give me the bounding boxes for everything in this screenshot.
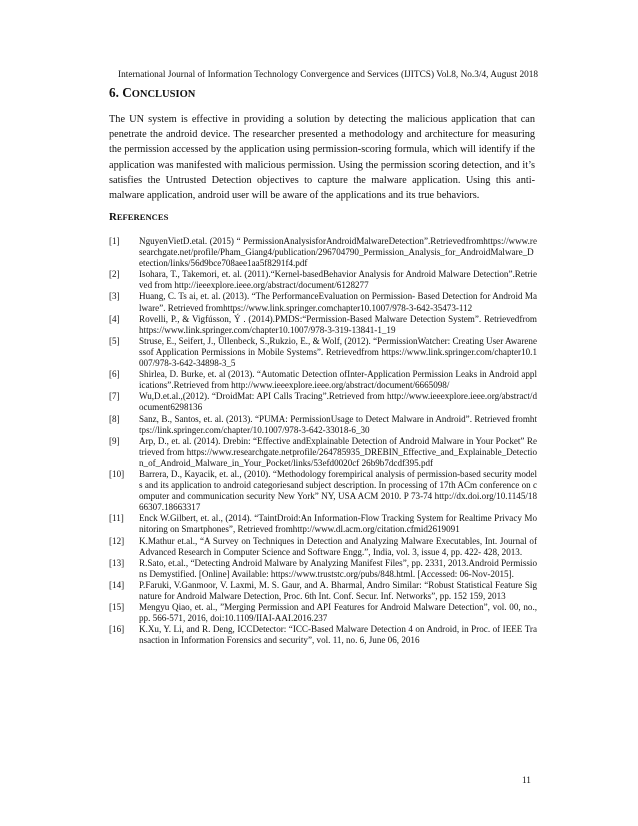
reference-item [109,602,537,624]
reference-number: [10] [109,468,125,479]
reference-item [109,236,537,269]
reference-number: [4] [109,313,120,324]
reference-item [109,436,537,469]
reference-text: Isohara, T., Takemori, et. al. (2011).“Kernel-basedBehavior Analysis for Android Malware Detection”.Retrieved from http://ieeexplore.ieee.org/abstract/document/6128277 [139,269,537,291]
reference-text: Struse, E., Seifert, J., Üllenbeck, S.,Rukzio, E., & Wolf, (2012). “PermissionWatcher: Creating User Awarenessof Application Permissions in Mobile Systems”. Retrievedfrom https://www.link.springer.com/chapter10.1007/978-3-642-34898-3_5 [139,335,537,369]
reference-item [109,391,537,413]
reference-number: [15] [109,602,125,613]
reference-number: [1] [109,236,120,246]
reference-number: [14] [109,579,125,590]
reference-text: Arp, D., et. al. (2014). Drebin: “Effective andExplainable Detection of Android Malware in Your Pocket” Retrieved from https://www.researchgate.netprofile/264785935_DREBIN_Effective_and_Explainable_Detection_of_Android_Malware_in_Your_Pocket/links/53efd0020cf 26b9b7dcdf395.pdf [139,435,537,468]
reference-item [109,291,537,313]
reference-text: R.Sato, et.al., “Detecting Android Malware by Analyzing Manifest Files”, pp. 2331, 2013.Android Permissions Demystified. [Online] Available: https://www.truststc.org/pubs/848.html. [Accessed: 06-Nov-2015]. [139,557,537,579]
reference-item [109,269,537,291]
reference-item [109,513,537,535]
reference-text: Shirlea, D. Burke, et. al (2013). “Automatic Detection ofInter-Application Permission Leaks in Android applications”.Retrieved from http://www.ieeexplore.ieee.org/abstract/document/6665098/ [139,369,537,391]
reference-item [109,336,537,369]
reference-list [109,236,537,646]
reference-number: [11] [109,513,124,524]
page-number: 11 [522,776,531,786]
reference-text: Barrera, D., Kayacik, et. al., (2010). “Methodology forempirical analysis of permission-based security models and its application to android categoriesand subject description. In processing of 17th ACm conference on computer and communication security New York” NY, USA ACM 2010. P 73-74 http://dx.doi.org/10.1145/1866307.18663317 [139,468,537,513]
reference-text: Enck W.Gilbert, et. al., (2014). “TaintDroid:An Information-Flow Tracking System for Realtime Privacy Monitoring on Smartphones”, Retrieved fromhttp://www.dl.acm.org/citation.cfmid2619091 [139,513,537,535]
reference-text: NguyenVietD.etal. (2015) “ PermissionAnalysisforAndroidMalwareDetection”.Retrievedfromhttps://www.researchgate.net/profile/Pham_Giang4/publication/296704790_Permission_Analysis_for_AndroidMalware_Detection/links/56d9bce708aee1aa5f8291f4.pdf [139,236,537,269]
reference-item [109,414,537,436]
reference-text: P.Faruki, V.Ganmoor, V. Laxmi, M. S. Gaur, and A. Bharmal, Andro Similar: “Robust Statistical Feature Signature for Android Malware Detection, Proc. 6th Int. Conf. Secur. Inf. Networks”, pp. 152 159, 2013 [139,579,537,601]
reference-item [109,469,537,513]
conclusion-paragraph: The UN system is effective in providing a solution by detecting the malicious application that can penetrate the android device. The researcher presented a methodology and architecture for measuring the permission accessed by the application using permission-scoring formula, which will identify if the application was manifested with malicious permission. Using the permission scoring detection, and it’s satisfies the Untrusted Detection objectives to capture the malware application. Using this anti-malware application, android user will be aware of the applications and its true behaviors. [109,114,535,202]
reference-number: [7] [109,391,120,402]
reference-number: [8] [109,413,120,424]
running-head: International Journal of Information Technology Convergence and Services (IJITCS) Vol.8, No.3/4, August 2018 [118,70,539,80]
references-title-initial: R [109,211,117,223]
section-number: 6. C [109,85,132,100]
reference-text: Rovelli, P., & Vigfússon, Ý . (2014).PMDS:“Permission-Based Malware Detection System”. Retrievedfrom https://www.link.springer.com/chapter10.1007/978-3-319-13841-1_19 [139,313,537,335]
reference-item [109,314,537,336]
section-title-rest: ONCLUSION [131,89,196,100]
reference-text: Sanz, B., Santos, et. al. (2013). “PUMA: PermissionUsage to Detect Malware in Android”. Retrieved fromhttps://link.springer.com/chapter/10.1007/978-3-642-33018-6_30 [139,413,537,435]
reference-item [109,558,537,580]
reference-item [109,369,537,391]
reference-text: K.Mathur et.al., “A Survey on Techniques in Detection and Analyzing Malware Executables, Int. Journal of Advanced Research in Computer Science and Software Engg.”, India, vol. 3, issue 4, pp. 422- 428, 2013. [139,535,537,557]
reference-number: [12] [109,535,125,546]
reference-text: Huang, C. Ts ai, et. al. (2013). “The PerformanceEvaluation on Permission- Based Detection for Android Malware”. Retrieved fromhttps://www.link.springer.comchapter10.1007/978-3-642-35473-112 [139,291,537,313]
reference-number: [6] [109,369,120,380]
reference-number: [9] [109,435,120,446]
reference-number: [5] [109,335,120,346]
reference-number: [16] [109,624,125,635]
reference-item [109,624,537,646]
references-title-rest: EFERENCES [116,212,169,222]
reference-text: K.Xu, Y. Li, and R. Deng, ICCDetector: “ICC-Based Malware Detection 4 on Android, in Proc. of IEEE Transaction in Information Forensics and security”, vol. 11, no. 6, June 06, 2016 [139,624,537,646]
reference-item [109,536,537,558]
reference-number: [13] [109,557,125,568]
section-title-conclusion [109,85,195,101]
reference-number: [3] [109,291,120,302]
reference-item [109,580,537,602]
reference-text: Wu,D.et.al.,(2012). “DroidMat: API Calls Tracing”.Retrieved from http://www.ieeexplore.ieee.org/abstract/document6298136 [139,391,537,413]
reference-text: Mengyu Qiao, et. al., ”Merging Permission and API Features for Android Malware Detection”, vol. 00, no., pp. 566-571, 2016, doi:10.1109/IIAI-AAI.2016.237 [139,602,537,624]
reference-number: [2] [109,269,120,280]
references-title [109,211,168,223]
